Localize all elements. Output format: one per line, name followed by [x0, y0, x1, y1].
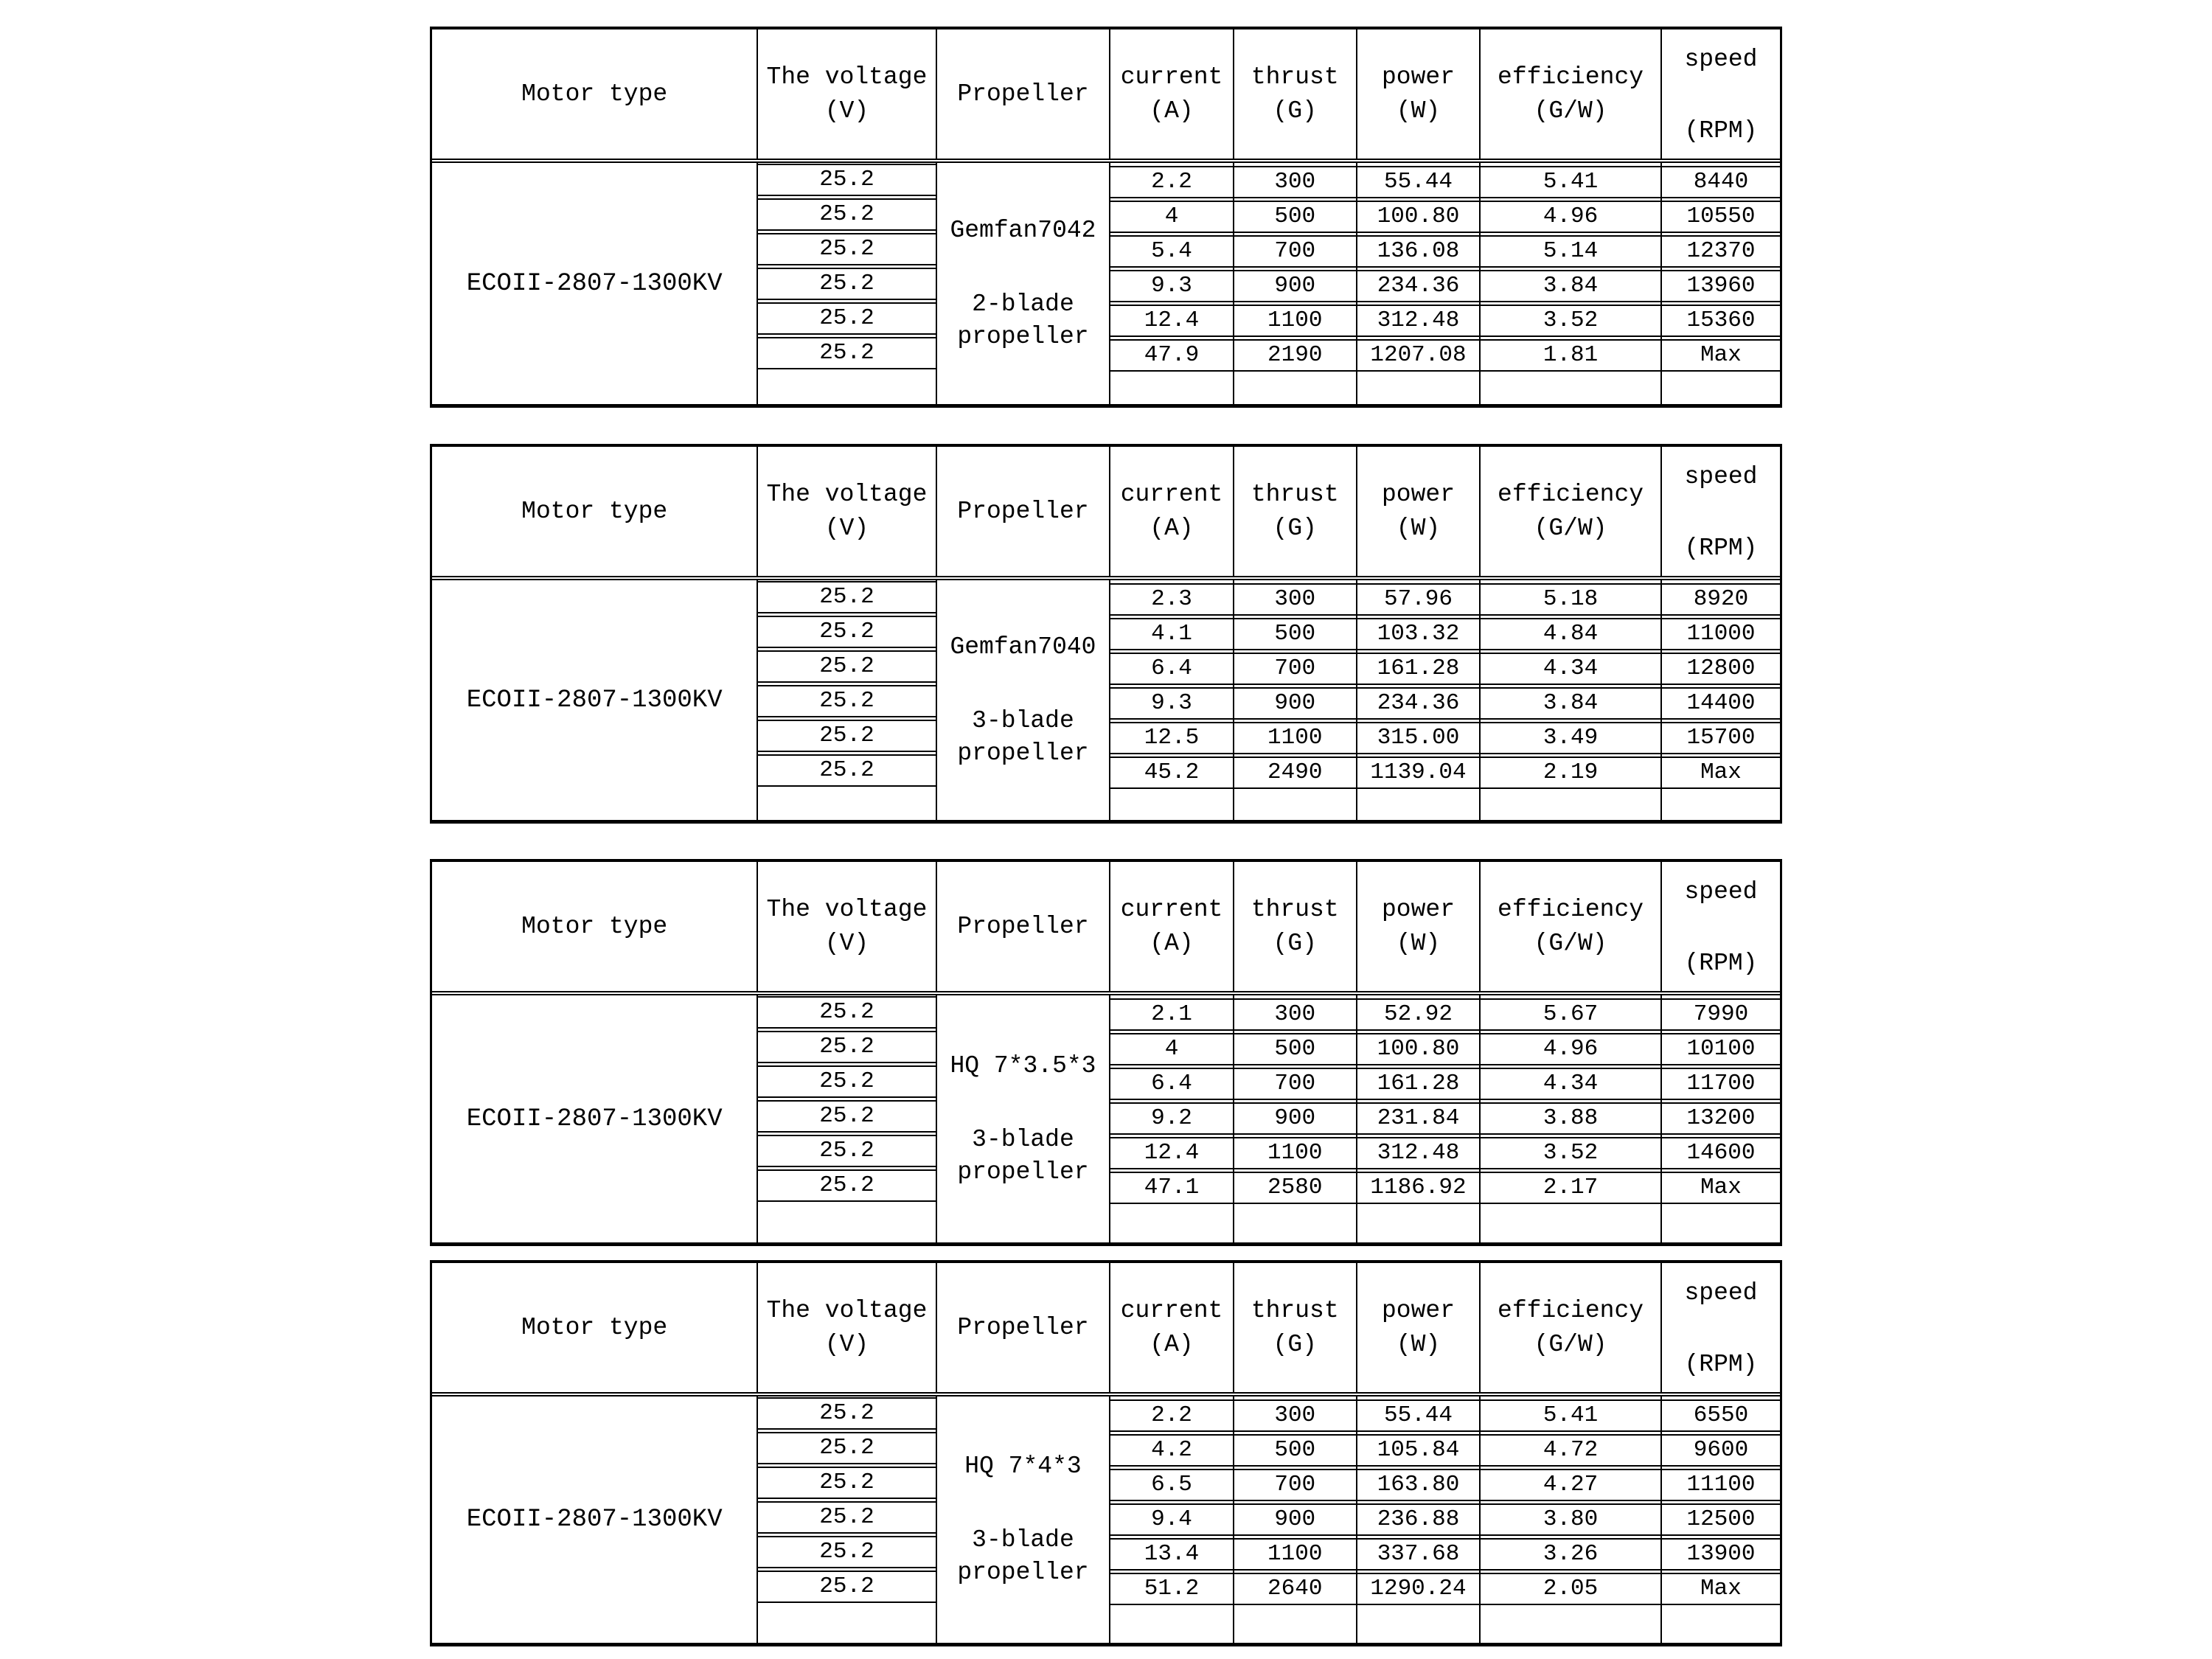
current-cell: 4.1: [1110, 618, 1232, 650]
power-column: [1357, 580, 1481, 820]
speed-cell: 14400: [1662, 687, 1780, 720]
voltage-cell: 25.2: [758, 581, 935, 613]
motor-type-value: ECOII-2807-1300KV: [466, 686, 723, 714]
speed-cell: 6550: [1662, 1399, 1780, 1432]
thrust-column: [1234, 995, 1357, 1242]
speed-column: [1662, 995, 1780, 1242]
thrust-cell: 300: [1234, 166, 1356, 198]
header-current-line2: (A): [1150, 514, 1194, 542]
speed-cell: 13900: [1662, 1538, 1780, 1571]
power-column: [1357, 1397, 1481, 1643]
voltage-cell: 25.2: [758, 1467, 935, 1499]
table-body: [432, 163, 1780, 404]
header-current-line2: (A): [1150, 1330, 1194, 1358]
header-thrust-line2: (G): [1273, 514, 1317, 542]
efficiency-column: [1481, 580, 1662, 820]
speed-column: [1662, 580, 1780, 820]
efficiency-column: [1481, 1397, 1662, 1643]
header-voltage-line2: (V): [824, 929, 869, 957]
header-power-line1: power: [1381, 63, 1455, 91]
thrust-cell: 500: [1234, 1434, 1356, 1467]
header-thrust: [1234, 862, 1357, 991]
voltage-cell: 25.2: [758, 1501, 935, 1534]
header-voltage-line1: The voltage: [766, 895, 928, 923]
voltage-cell: 25.2: [758, 650, 935, 683]
header-thrust-line2: (G): [1273, 97, 1317, 125]
header-speed-line2: (RPM): [1684, 117, 1758, 145]
voltage-cell: 25.2: [758, 1432, 935, 1464]
propeller-blade-count: 2-blade: [972, 290, 1074, 318]
header-thrust-line2: (G): [1273, 1330, 1317, 1358]
header-propeller: [937, 1263, 1111, 1392]
power-cell: 136.08: [1357, 235, 1479, 268]
voltage-cell: 25.2: [758, 685, 935, 717]
current-cell: 4: [1110, 1033, 1232, 1065]
thrust-cell: 700: [1234, 653, 1356, 685]
current-cell: 9.3: [1110, 270, 1232, 302]
header-thrust-line1: thrust: [1251, 480, 1339, 508]
header-efficiency-line2: (G/W): [1534, 514, 1607, 542]
header-power: [1357, 447, 1481, 576]
current-cell: 2.2: [1110, 166, 1232, 198]
motor-spec-table-2: [430, 444, 1782, 824]
voltage-cell: 25.2: [758, 1536, 935, 1568]
header-power-line2: (W): [1396, 514, 1441, 542]
speed-cell: 15700: [1662, 722, 1780, 754]
thrust-column: [1234, 580, 1357, 820]
header-power-line2: (W): [1396, 929, 1441, 957]
motor-type-value: ECOII-2807-1300KV: [466, 269, 723, 298]
motor-spec-table-3: [430, 859, 1782, 1246]
current-cell: 4.2: [1110, 1434, 1232, 1467]
header-voltage-line1: The voltage: [766, 480, 928, 508]
power-cell: 236.88: [1357, 1503, 1479, 1536]
efficiency-cell: 3.52: [1481, 305, 1660, 337]
thrust-cell: 500: [1234, 1033, 1356, 1065]
header-propeller-label: Propeller: [957, 912, 1089, 940]
power-cell: 161.28: [1357, 653, 1479, 685]
voltage-column: [758, 995, 936, 1242]
thrust-cell: 1100: [1234, 305, 1356, 337]
power-cell: 234.36: [1357, 270, 1479, 302]
propeller-model: Gemfan7042: [950, 216, 1096, 244]
voltage-cell: 25.2: [758, 233, 935, 265]
thrust-cell: 1100: [1234, 722, 1356, 754]
speed-cell: 9600: [1662, 1434, 1780, 1467]
header-motor-type-label: Motor type: [521, 912, 668, 940]
header-thrust: [1234, 447, 1357, 576]
speed-cell: 10100: [1662, 1033, 1780, 1065]
header-power-line2: (W): [1396, 1330, 1441, 1358]
header-current: [1110, 1263, 1234, 1392]
header-motor-type: [432, 862, 758, 991]
propeller-cell: [937, 995, 1111, 1242]
voltage-cell: 25.2: [758, 1571, 935, 1603]
efficiency-cell: 2.17: [1481, 1172, 1660, 1204]
header-voltage-line2: (V): [824, 97, 869, 125]
header-speed: [1662, 29, 1780, 159]
header-efficiency: [1481, 447, 1662, 576]
header-efficiency-line1: efficiency: [1498, 1296, 1644, 1324]
current-cell: 12.4: [1110, 305, 1232, 337]
header-current-line2: (A): [1150, 929, 1194, 957]
efficiency-cell: 4.96: [1481, 1033, 1660, 1065]
power-cell: 161.28: [1357, 1068, 1479, 1100]
propeller-word: propeller: [957, 322, 1089, 350]
motor-type-cell: [432, 1397, 758, 1643]
header-current: [1110, 862, 1234, 991]
header-current: [1110, 447, 1234, 576]
thrust-cell: 300: [1234, 1399, 1356, 1432]
power-cell: 52.92: [1357, 998, 1479, 1031]
propeller-model: HQ 7*3.5*3: [950, 1051, 1096, 1079]
thrust-cell: 300: [1234, 583, 1356, 616]
header-speed-line1: speed: [1684, 1279, 1758, 1307]
motor-type-value: ECOII-2807-1300KV: [466, 1506, 723, 1534]
speed-cell: 8920: [1662, 583, 1780, 616]
voltage-cell: 25.2: [758, 996, 935, 1029]
header-motor-type-label: Motor type: [521, 80, 668, 108]
speed-cell: Max: [1662, 757, 1780, 789]
thrust-cell: 1100: [1234, 1538, 1356, 1571]
power-cell: 1186.92: [1357, 1172, 1479, 1204]
propeller-cell: [937, 1397, 1111, 1643]
current-cell: 2.1: [1110, 998, 1232, 1031]
efficiency-cell: 1.81: [1481, 339, 1660, 372]
current-cell: 6.4: [1110, 1068, 1232, 1100]
thrust-cell: 900: [1234, 270, 1356, 302]
efficiency-cell: 5.41: [1481, 1399, 1660, 1432]
current-cell: 2.3: [1110, 583, 1232, 616]
power-cell: 315.00: [1357, 722, 1479, 754]
speed-column: [1662, 163, 1780, 404]
current-cell: 2.2: [1110, 1399, 1232, 1432]
efficiency-cell: 3.26: [1481, 1538, 1660, 1571]
header-power: [1357, 29, 1481, 159]
propeller-word: propeller: [957, 739, 1089, 767]
header-thrust-line1: thrust: [1251, 63, 1339, 91]
header-voltage: [758, 447, 936, 576]
motor-type-value: ECOII-2807-1300KV: [466, 1105, 723, 1133]
propeller-model: HQ 7*4*3: [964, 1453, 1082, 1480]
header-thrust-line2: (G): [1273, 929, 1317, 957]
thrust-cell: 300: [1234, 998, 1356, 1031]
current-cell: 6.5: [1110, 1469, 1232, 1501]
header-power-line1: power: [1381, 480, 1455, 508]
voltage-cell: 25.2: [758, 1169, 935, 1202]
header-propeller: [937, 29, 1111, 159]
voltage-cell: 25.2: [758, 1065, 935, 1098]
voltage-cell: 25.2: [758, 1031, 935, 1063]
power-cell: 55.44: [1357, 166, 1479, 198]
header-thrust-line1: thrust: [1251, 895, 1339, 923]
header-voltage-line1: The voltage: [766, 63, 928, 91]
header-propeller: [937, 862, 1111, 991]
header-power-line1: power: [1381, 1296, 1455, 1324]
speed-cell: 12500: [1662, 1503, 1780, 1536]
propeller-cell: [937, 163, 1111, 404]
header-current-line2: (A): [1150, 97, 1194, 125]
power-cell: 100.80: [1357, 201, 1479, 233]
current-column: [1110, 995, 1234, 1242]
speed-cell: Max: [1662, 339, 1780, 372]
current-cell: 9.3: [1110, 687, 1232, 720]
power-cell: 1290.24: [1357, 1573, 1479, 1605]
propeller-word: propeller: [957, 1559, 1089, 1586]
speed-cell: Max: [1662, 1172, 1780, 1204]
header-speed-line1: speed: [1684, 46, 1758, 73]
table-header-row: [432, 29, 1780, 163]
speed-cell: 12370: [1662, 235, 1780, 268]
propeller-blade-count: 3-blade: [972, 1125, 1074, 1153]
motor-spec-table-1: [430, 27, 1782, 408]
header-voltage: [758, 29, 936, 159]
motor-type-cell: [432, 580, 758, 820]
propeller-cell: [937, 580, 1111, 820]
power-cell: 163.80: [1357, 1469, 1479, 1501]
voltage-cell: 25.2: [758, 302, 935, 335]
motor-type-cell: [432, 163, 758, 404]
header-voltage: [758, 1263, 936, 1392]
power-cell: 312.48: [1357, 305, 1479, 337]
header-voltage-line2: (V): [824, 514, 869, 542]
header-power-line1: power: [1381, 895, 1455, 923]
current-column: [1110, 163, 1234, 404]
efficiency-cell: 4.96: [1481, 201, 1660, 233]
header-speed-line1: speed: [1684, 878, 1758, 905]
propeller-blade-count: 3-blade: [972, 1526, 1074, 1554]
current-cell: 12.4: [1110, 1137, 1232, 1169]
table-header-row: [432, 1263, 1780, 1397]
header-efficiency-line2: (G/W): [1534, 97, 1607, 125]
header-propeller-label: Propeller: [957, 1313, 1089, 1341]
speed-cell: 11700: [1662, 1068, 1780, 1100]
voltage-cell: 25.2: [758, 720, 935, 752]
header-motor-type: [432, 447, 758, 576]
speed-cell: 11100: [1662, 1469, 1780, 1501]
current-cell: 13.4: [1110, 1538, 1232, 1571]
speed-cell: 7990: [1662, 998, 1780, 1031]
header-propeller-label: Propeller: [957, 497, 1089, 525]
current-cell: 5.4: [1110, 235, 1232, 268]
current-column: [1110, 1397, 1234, 1643]
header-current-line1: current: [1120, 895, 1223, 923]
thrust-cell: 700: [1234, 235, 1356, 268]
power-cell: 1207.08: [1357, 339, 1479, 372]
header-thrust-line1: thrust: [1251, 1296, 1339, 1324]
thrust-cell: 700: [1234, 1068, 1356, 1100]
speed-cell: 12800: [1662, 653, 1780, 685]
voltage-cell: 25.2: [758, 268, 935, 300]
header-speed: [1662, 447, 1780, 576]
current-column: [1110, 580, 1234, 820]
table-header-row: [432, 447, 1780, 580]
header-speed-line1: speed: [1684, 463, 1758, 490]
current-cell: 4: [1110, 201, 1232, 233]
speed-cell: 8440: [1662, 166, 1780, 198]
thrust-cell: 700: [1234, 1469, 1356, 1501]
header-motor-type: [432, 29, 758, 159]
efficiency-cell: 5.14: [1481, 235, 1660, 268]
current-cell: 9.4: [1110, 1503, 1232, 1536]
power-cell: 231.84: [1357, 1102, 1479, 1135]
power-cell: 105.84: [1357, 1434, 1479, 1467]
propeller-blade-count: 3-blade: [972, 706, 1074, 734]
efficiency-cell: 5.18: [1481, 583, 1660, 616]
current-cell: 9.2: [1110, 1102, 1232, 1135]
current-cell: 47.1: [1110, 1172, 1232, 1204]
header-efficiency-line2: (G/W): [1534, 1330, 1607, 1358]
header-efficiency: [1481, 862, 1662, 991]
header-current-line1: current: [1120, 63, 1223, 91]
voltage-column: [758, 1397, 936, 1643]
thrust-column: [1234, 163, 1357, 404]
power-column: [1357, 995, 1481, 1242]
power-column: [1357, 163, 1481, 404]
table-header-row: [432, 862, 1780, 995]
header-thrust: [1234, 1263, 1357, 1392]
thrust-cell: 2640: [1234, 1573, 1356, 1605]
voltage-cell: 25.2: [758, 198, 935, 231]
table-body: [432, 580, 1780, 820]
header-efficiency: [1481, 29, 1662, 159]
header-efficiency-line1: efficiency: [1498, 480, 1644, 508]
thrust-cell: 2580: [1234, 1172, 1356, 1204]
current-cell: 12.5: [1110, 722, 1232, 754]
power-cell: 312.48: [1357, 1137, 1479, 1169]
thrust-cell: 2190: [1234, 339, 1356, 372]
efficiency-cell: 3.80: [1481, 1503, 1660, 1536]
efficiency-cell: 3.49: [1481, 722, 1660, 754]
speed-cell: 10550: [1662, 201, 1780, 233]
efficiency-column: [1481, 163, 1662, 404]
power-cell: 55.44: [1357, 1399, 1479, 1432]
efficiency-cell: 3.88: [1481, 1102, 1660, 1135]
efficiency-cell: 4.72: [1481, 1434, 1660, 1467]
current-cell: 6.4: [1110, 653, 1232, 685]
header-motor-type-label: Motor type: [521, 497, 668, 525]
header-efficiency-line2: (G/W): [1534, 929, 1607, 957]
header-propeller-label: Propeller: [957, 80, 1089, 108]
header-motor-type: [432, 1263, 758, 1392]
voltage-column: [758, 580, 936, 820]
header-current: [1110, 29, 1234, 159]
header-efficiency-line1: efficiency: [1498, 63, 1644, 91]
current-cell: 51.2: [1110, 1573, 1232, 1605]
motor-type-cell: [432, 995, 758, 1242]
voltage-cell: 25.2: [758, 164, 935, 196]
efficiency-cell: 3.84: [1481, 270, 1660, 302]
voltage-cell: 25.2: [758, 1135, 935, 1167]
efficiency-cell: 4.84: [1481, 618, 1660, 650]
table-body: [432, 995, 1780, 1242]
efficiency-cell: 2.19: [1481, 757, 1660, 789]
voltage-cell: 25.2: [758, 754, 935, 787]
speed-cell: 11000: [1662, 618, 1780, 650]
propeller-model: Gemfan7040: [950, 633, 1096, 661]
header-voltage-line2: (V): [824, 1330, 869, 1358]
efficiency-column: [1481, 995, 1662, 1242]
efficiency-cell: 4.27: [1481, 1469, 1660, 1501]
header-voltage: [758, 862, 936, 991]
efficiency-cell: 3.52: [1481, 1137, 1660, 1169]
motor-spec-table-4: [430, 1260, 1782, 1646]
thrust-cell: 500: [1234, 201, 1356, 233]
header-power: [1357, 1263, 1481, 1392]
thrust-cell: 1100: [1234, 1137, 1356, 1169]
efficiency-cell: 2.05: [1481, 1573, 1660, 1605]
header-power-line2: (W): [1396, 97, 1441, 125]
propeller-word: propeller: [957, 1158, 1089, 1186]
header-current-line1: current: [1120, 1296, 1223, 1324]
header-speed: [1662, 1263, 1780, 1392]
efficiency-cell: 5.67: [1481, 998, 1660, 1031]
table-body: [432, 1397, 1780, 1643]
voltage-cell: 25.2: [758, 337, 935, 369]
voltage-cell: 25.2: [758, 1100, 935, 1133]
thrust-cell: 500: [1234, 618, 1356, 650]
current-cell: 47.9: [1110, 339, 1232, 372]
header-speed: [1662, 862, 1780, 991]
speed-cell: 15360: [1662, 305, 1780, 337]
header-speed-line2: (RPM): [1684, 535, 1758, 562]
current-cell: 45.2: [1110, 757, 1232, 789]
efficiency-cell: 4.34: [1481, 653, 1660, 685]
thrust-cell: 900: [1234, 687, 1356, 720]
power-cell: 57.96: [1357, 583, 1479, 616]
speed-cell: Max: [1662, 1573, 1780, 1605]
efficiency-cell: 3.84: [1481, 687, 1660, 720]
thrust-cell: 2490: [1234, 757, 1356, 789]
thrust-column: [1234, 1397, 1357, 1643]
header-efficiency: [1481, 1263, 1662, 1392]
power-cell: 234.36: [1357, 687, 1479, 720]
speed-cell: 14600: [1662, 1137, 1780, 1169]
voltage-cell: 25.2: [758, 1397, 935, 1430]
thrust-cell: 900: [1234, 1503, 1356, 1536]
voltage-column: [758, 163, 936, 404]
power-cell: 100.80: [1357, 1033, 1479, 1065]
header-motor-type-label: Motor type: [521, 1313, 668, 1341]
header-speed-line2: (RPM): [1684, 1351, 1758, 1378]
power-cell: 1139.04: [1357, 757, 1479, 789]
header-thrust: [1234, 29, 1357, 159]
thrust-cell: 900: [1234, 1102, 1356, 1135]
power-cell: 103.32: [1357, 618, 1479, 650]
header-propeller: [937, 447, 1111, 576]
header-current-line1: current: [1120, 480, 1223, 508]
efficiency-cell: 4.34: [1481, 1068, 1660, 1100]
power-cell: 337.68: [1357, 1538, 1479, 1571]
header-voltage-line1: The voltage: [766, 1296, 928, 1324]
speed-cell: 13960: [1662, 270, 1780, 302]
header-speed-line2: (RPM): [1684, 950, 1758, 977]
header-power: [1357, 862, 1481, 991]
efficiency-cell: 5.41: [1481, 166, 1660, 198]
speed-cell: 13200: [1662, 1102, 1780, 1135]
voltage-cell: 25.2: [758, 616, 935, 648]
header-efficiency-line1: efficiency: [1498, 895, 1644, 923]
speed-column: [1662, 1397, 1780, 1643]
